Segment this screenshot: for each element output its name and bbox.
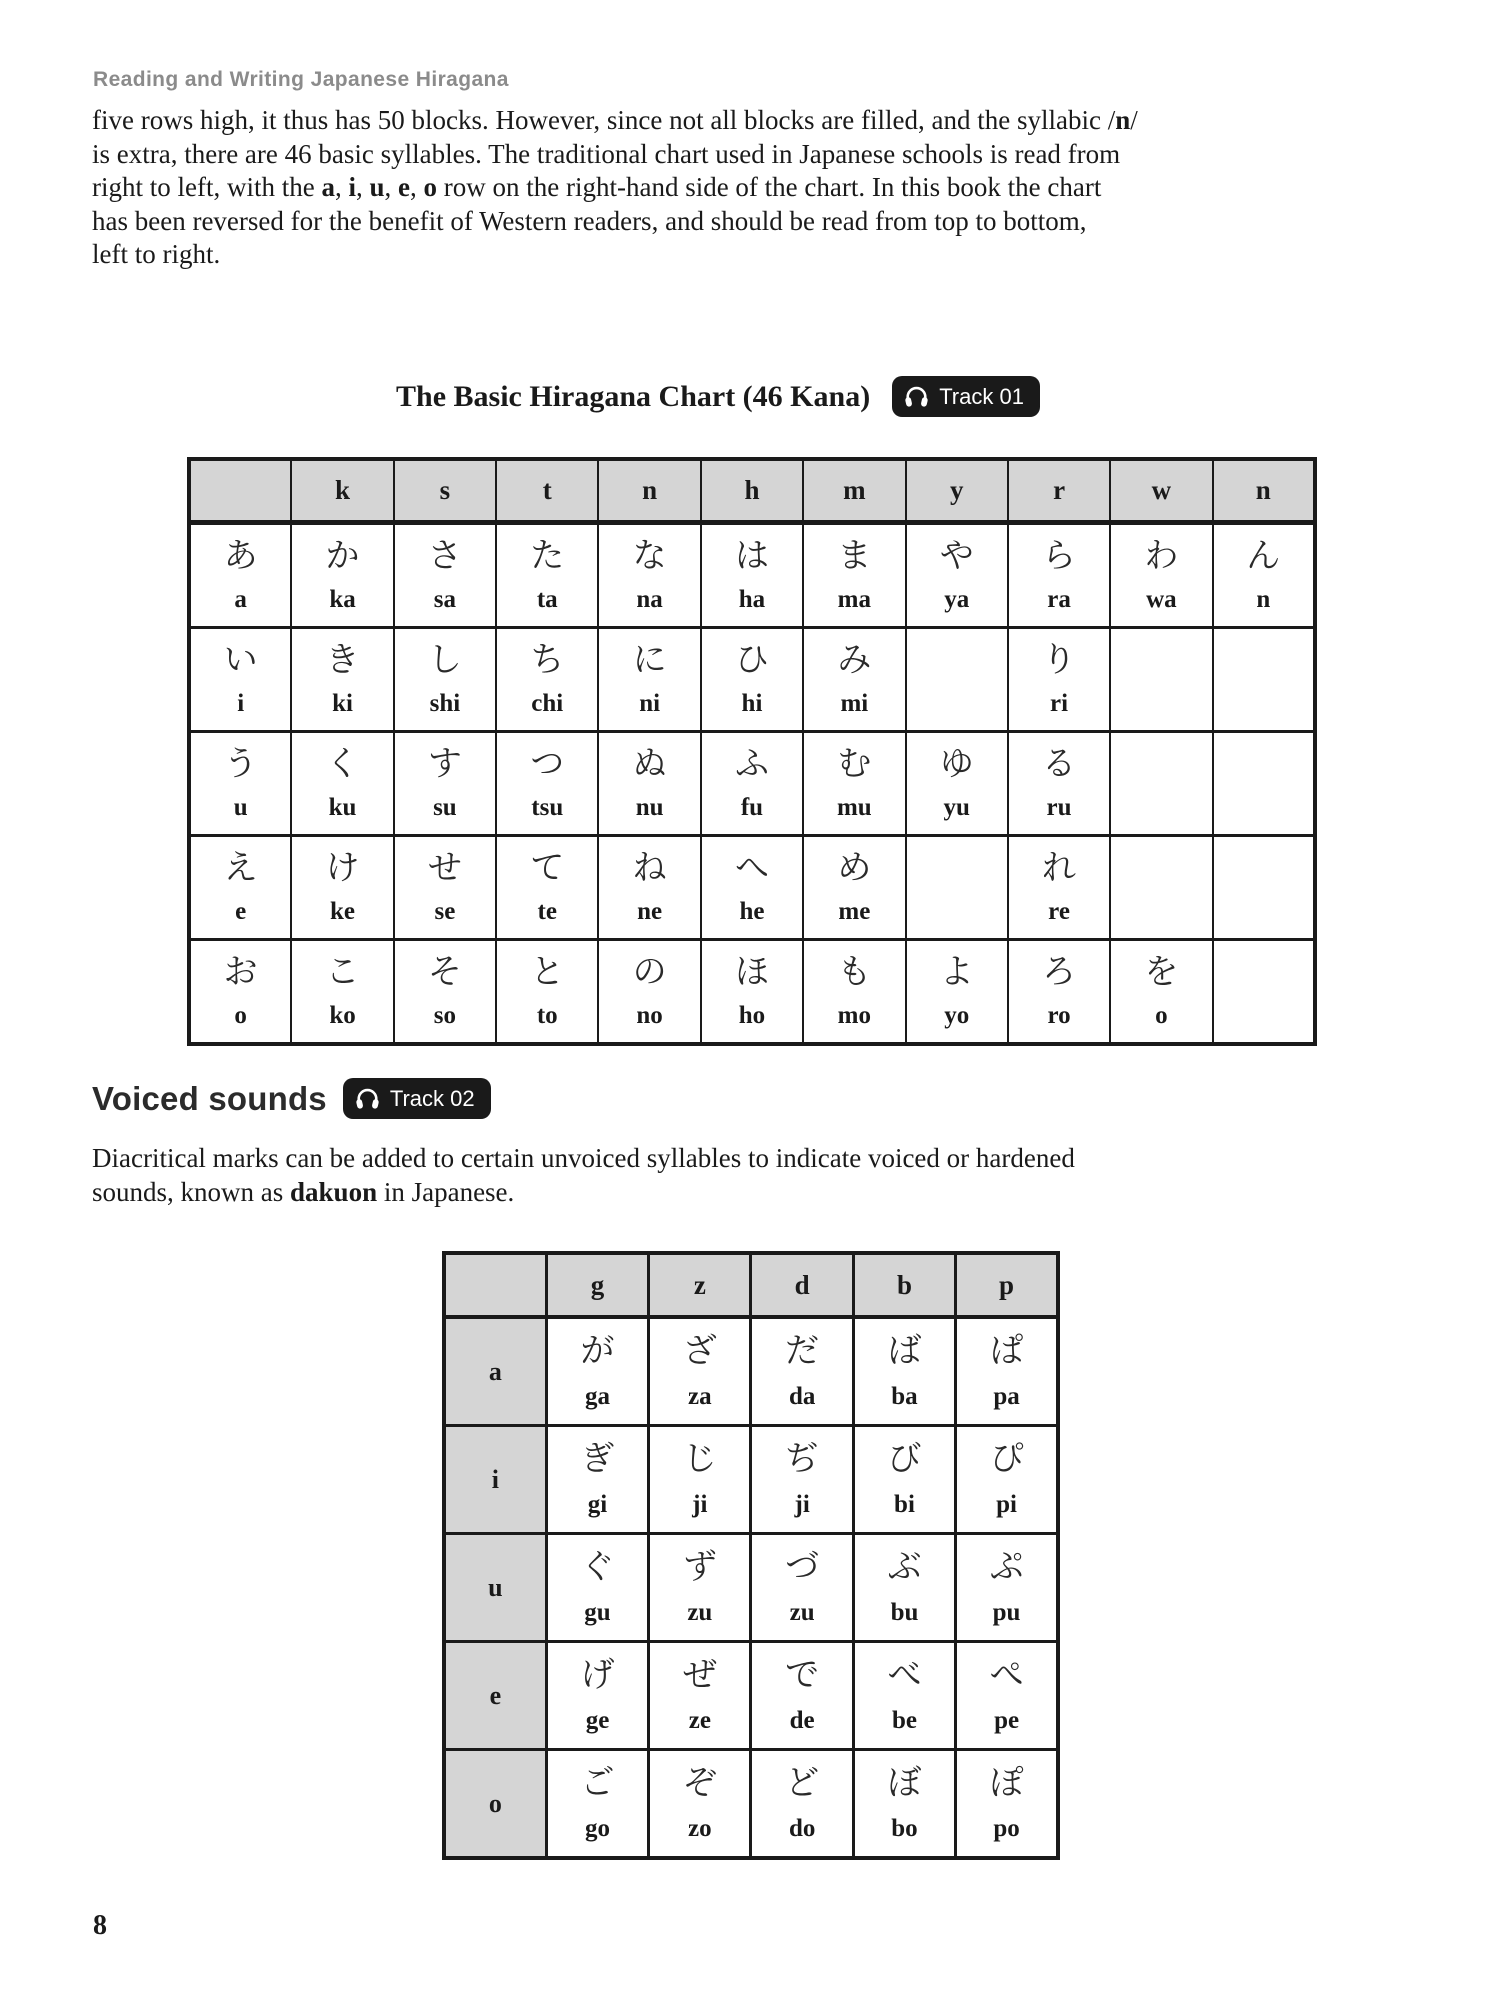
intro-bold-u: u xyxy=(369,172,385,202)
voiced-sounds-heading: Voiced sounds xyxy=(92,1079,327,1117)
romaji-label: de xyxy=(789,1706,815,1734)
kana-glyph: け xyxy=(325,848,360,888)
romaji-label: do xyxy=(788,1814,816,1842)
voiced-sounds-table xyxy=(442,1251,1060,1860)
column-header-s: s xyxy=(394,459,496,523)
kana-glyph: ろ xyxy=(1042,952,1077,992)
romaji-label: chi xyxy=(531,690,564,717)
table-row xyxy=(444,1426,1058,1534)
column-header-y: y xyxy=(906,459,1008,523)
voiced-line-1: Diacritical marks can be added to certain unvoiced syllables to indicate voiced or hardened xyxy=(92,1143,1075,1173)
kana-glyph: と xyxy=(530,952,565,992)
kana-cell-so xyxy=(394,940,496,1045)
kana-glyph: ざ xyxy=(682,1331,717,1372)
kana-glyph: に xyxy=(632,640,667,680)
kana-glyph: ご xyxy=(580,1763,615,1804)
romaji-label: to xyxy=(536,1002,558,1029)
romaji-label: zu xyxy=(687,1598,713,1626)
kana-cell-ro xyxy=(1008,940,1110,1045)
kana-cell-pa xyxy=(956,1317,1058,1426)
track-01-label: Track 01 xyxy=(939,383,1024,409)
header-row xyxy=(189,459,1315,523)
intro-paragraph xyxy=(92,104,1138,272)
romaji-label: gu xyxy=(584,1598,611,1626)
kana-cell-u xyxy=(189,732,291,836)
kana-glyph: り xyxy=(1042,640,1077,680)
kana-cell-zo xyxy=(649,1750,751,1859)
romaji-label: bu xyxy=(890,1598,919,1626)
kana-cell-gi xyxy=(546,1426,648,1534)
kana-cell-ta xyxy=(496,523,598,628)
romaji-label: mo xyxy=(837,1002,871,1029)
corner-cell xyxy=(444,1253,546,1317)
kana-cell-ge xyxy=(546,1642,648,1750)
kana-glyph: ぱ xyxy=(989,1331,1024,1372)
romaji-label: pi xyxy=(996,1490,1017,1518)
romaji-label: ta xyxy=(536,586,558,613)
kana-glyph: る xyxy=(1042,744,1077,784)
kana-cell-do xyxy=(751,1750,853,1859)
kana-cell-na xyxy=(598,523,700,628)
voiced-line-2-end: in Japanese. xyxy=(377,1176,515,1207)
kana-glyph: ぺ xyxy=(989,1655,1024,1696)
kana-cell-mo xyxy=(803,940,905,1045)
kana-glyph: む xyxy=(837,744,872,784)
romaji-label: so xyxy=(433,1002,457,1029)
kana-cell-fu xyxy=(701,732,803,836)
header-row xyxy=(444,1253,1058,1317)
row-label-a: a xyxy=(444,1317,546,1426)
romaji-label: za xyxy=(688,1382,712,1410)
empty-cell xyxy=(906,836,1008,940)
intro-line-1-end: / xyxy=(1130,105,1138,135)
empty-cell xyxy=(1213,836,1315,940)
kana-glyph: ぎ xyxy=(580,1439,615,1480)
kana-glyph: じ xyxy=(682,1439,717,1480)
romaji-label: shi xyxy=(429,690,461,717)
kana-cell-zu xyxy=(649,1534,751,1642)
kana-cell-re xyxy=(1008,836,1110,940)
kana-cell-su xyxy=(394,732,496,836)
kana-glyph: い xyxy=(223,640,258,680)
romaji-label: yu xyxy=(943,794,970,821)
romaji-label: pa xyxy=(993,1382,1020,1410)
kana-cell-yu xyxy=(906,732,1008,836)
romaji-label: o xyxy=(234,1002,247,1029)
table-row xyxy=(444,1534,1058,1642)
table-row xyxy=(189,836,1315,940)
column-header-b: b xyxy=(853,1253,955,1317)
romaji-label: pe xyxy=(994,1706,1020,1734)
kana-glyph: ぬ xyxy=(632,744,667,784)
kana-glyph: は xyxy=(734,536,769,576)
kana-cell-pi xyxy=(956,1426,1058,1534)
romaji-label: da xyxy=(788,1382,816,1410)
track-02-badge[interactable] xyxy=(343,1078,491,1119)
kana-cell-po xyxy=(956,1750,1058,1859)
kana-cell-ri xyxy=(1008,628,1110,732)
romaji-label: ze xyxy=(688,1706,711,1734)
kana-glyph: わ xyxy=(1144,536,1179,576)
kana-cell-o xyxy=(1110,940,1212,1045)
intro-line-2: is extra, there are 46 basic syllables. The traditional chart used in Japanese schools is read from xyxy=(92,138,1121,169)
intro-comma: , xyxy=(384,172,399,202)
romaji-label: be xyxy=(891,1706,917,1734)
empty-cell xyxy=(1110,836,1212,940)
kana-cell-shi xyxy=(394,628,496,732)
romaji-label: ge xyxy=(585,1706,610,1734)
intro-comma: , xyxy=(410,172,424,202)
kana-glyph: せ xyxy=(427,848,462,888)
kana-cell-ra xyxy=(1008,523,1110,628)
kana-glyph: て xyxy=(530,848,565,888)
romaji-label: ji xyxy=(692,1490,708,1518)
kana-cell-ma xyxy=(803,523,905,628)
romaji-label: bo xyxy=(891,1814,918,1842)
romaji-label: ko xyxy=(329,1002,356,1029)
romaji-label: no xyxy=(636,1002,663,1029)
kana-glyph: ゆ xyxy=(939,744,974,784)
running-head: Reading and Writing Japanese Hiragana xyxy=(93,68,509,91)
kana-cell-sa xyxy=(394,523,496,628)
kana-glyph: ぴ xyxy=(989,1439,1024,1480)
kana-glyph: ぶ xyxy=(887,1547,922,1588)
kana-cell-ze xyxy=(649,1642,751,1750)
kana-glyph: み xyxy=(837,640,872,680)
romaji-label: u xyxy=(233,794,248,821)
empty-cell xyxy=(1110,628,1212,732)
kana-glyph: た xyxy=(530,536,565,576)
romaji-label: a xyxy=(234,586,247,613)
intro-comma: , xyxy=(334,172,349,202)
kana-cell-n xyxy=(1213,523,1315,628)
kana-cell-yo xyxy=(906,940,1008,1045)
kana-glyph: づ xyxy=(785,1547,820,1588)
track-02-label: Track 02 xyxy=(389,1085,475,1111)
romaji-label: i xyxy=(237,690,245,717)
kana-cell-bo xyxy=(853,1750,955,1859)
intro-line-1: five rows high, it thus has 50 blocks. However, since not all blocks are filled, and the syllabic / xyxy=(92,105,1116,135)
column-header-w: w xyxy=(1110,459,1212,523)
voiced-line-2: sounds, known as xyxy=(92,1176,291,1207)
kana-glyph: ね xyxy=(632,848,667,888)
kana-glyph: も xyxy=(837,952,872,992)
kana-glyph: ほ xyxy=(734,952,769,992)
kana-cell-a xyxy=(189,523,291,628)
kana-glyph: さ xyxy=(427,536,462,576)
table-row xyxy=(189,523,1315,628)
romaji-label: n xyxy=(1256,586,1271,613)
kana-cell-ne xyxy=(598,836,700,940)
romaji-label: hi xyxy=(741,690,763,717)
kana-glyph: く xyxy=(325,744,360,784)
voiced-bold-dakuon: dakuon xyxy=(290,1176,378,1207)
romaji-label: nu xyxy=(635,794,664,821)
kana-glyph: ひ xyxy=(734,640,769,680)
column-header-m: m xyxy=(803,459,905,523)
romaji-label: o xyxy=(1155,1002,1168,1029)
kana-glyph: だ xyxy=(785,1331,820,1372)
kana-cell-ka xyxy=(291,523,393,628)
kana-cell-mi xyxy=(803,628,905,732)
kana-glyph: へ xyxy=(734,848,769,888)
kana-cell-nu xyxy=(598,732,700,836)
romaji-label: ya xyxy=(944,586,970,613)
empty-cell xyxy=(906,628,1008,732)
column-header-p: p xyxy=(956,1253,1058,1317)
romaji-label: mi xyxy=(840,690,869,717)
kana-cell-ho xyxy=(701,940,803,1045)
romaji-label: e xyxy=(235,898,247,925)
column-header-z: z xyxy=(649,1253,751,1317)
kana-glyph: ら xyxy=(1042,536,1077,576)
kana-glyph: え xyxy=(223,848,258,888)
romaji-label: ku xyxy=(328,794,357,821)
column-header-h: h xyxy=(701,459,803,523)
kana-cell-he xyxy=(701,836,803,940)
kana-glyph: お xyxy=(223,952,258,992)
kana-cell-ba xyxy=(853,1317,955,1426)
kana-cell-mu xyxy=(803,732,905,836)
kana-glyph: で xyxy=(785,1655,820,1696)
romaji-label: ma xyxy=(837,586,871,613)
kana-glyph: ん xyxy=(1246,536,1281,576)
kana-glyph: か xyxy=(325,536,360,576)
kana-cell-ru xyxy=(1008,732,1110,836)
kana-glyph: ふ xyxy=(734,744,769,784)
kana-glyph: ぷ xyxy=(989,1547,1024,1588)
romaji-label: ne xyxy=(637,898,663,925)
column-header-r: r xyxy=(1008,459,1110,523)
kana-cell-te xyxy=(496,836,598,940)
romaji-label: ri xyxy=(1050,690,1069,717)
romaji-label: mu xyxy=(836,794,872,821)
kana-cell-bu xyxy=(853,1534,955,1642)
romaji-label: zo xyxy=(688,1814,712,1842)
kana-glyph: し xyxy=(427,640,462,680)
table-row xyxy=(444,1317,1058,1426)
intro-comma: , xyxy=(355,172,370,202)
romaji-label: ke xyxy=(330,898,356,925)
kana-glyph: ぜ xyxy=(682,1655,717,1696)
kana-cell-pe xyxy=(956,1642,1058,1750)
row-label-o: o xyxy=(444,1750,546,1859)
kana-glyph: う xyxy=(223,744,258,784)
romaji-label: go xyxy=(584,1814,610,1842)
empty-cell xyxy=(1213,940,1315,1045)
romaji-label: ni xyxy=(639,690,661,717)
basic-hiragana-table xyxy=(187,457,1317,1046)
kana-glyph: こ xyxy=(325,952,360,992)
romaji-label: wa xyxy=(1146,586,1177,613)
column-header-d: d xyxy=(751,1253,853,1317)
romaji-label: me xyxy=(838,898,871,925)
kana-glyph: め xyxy=(837,848,872,888)
column-header-k: k xyxy=(291,459,393,523)
kana-cell-ku xyxy=(291,732,393,836)
kana-cell-ga xyxy=(546,1317,648,1426)
row-label-i: i xyxy=(444,1426,546,1534)
empty-cell xyxy=(1213,628,1315,732)
page-number: 8 xyxy=(93,1910,107,1941)
intro-bold-i: i xyxy=(348,172,356,202)
romaji-label: sa xyxy=(433,586,457,613)
intro-line-5: left to right. xyxy=(92,239,221,269)
kana-glyph: ぢ xyxy=(785,1439,820,1480)
kana-glyph: ぼ xyxy=(887,1763,922,1804)
kana-glyph: き xyxy=(325,640,360,680)
kana-glyph: の xyxy=(632,952,667,992)
headphones-icon xyxy=(903,383,930,410)
kana-cell-ki xyxy=(291,628,393,732)
romaji-label: po xyxy=(993,1814,1020,1842)
romaji-label: ha xyxy=(738,586,766,613)
romaji-label: ba xyxy=(891,1382,918,1410)
kana-cell-me xyxy=(803,836,905,940)
kana-glyph: ば xyxy=(887,1331,922,1372)
corner-cell xyxy=(189,459,291,523)
kana-cell-ya xyxy=(906,523,1008,628)
kana-cell-be xyxy=(853,1642,955,1750)
empty-cell xyxy=(1213,732,1315,836)
kana-cell-se xyxy=(394,836,496,940)
column-header-t: t xyxy=(496,459,598,523)
intro-bold-e: e xyxy=(398,172,410,202)
kana-glyph: げ xyxy=(580,1655,615,1696)
kana-glyph: れ xyxy=(1042,848,1077,888)
table-row xyxy=(444,1750,1058,1859)
kana-cell-ji xyxy=(649,1426,751,1534)
voiced-sounds-header-row xyxy=(92,1078,491,1119)
kana-cell-i xyxy=(189,628,291,732)
kana-glyph: ま xyxy=(837,536,872,576)
intro-bold-o: o xyxy=(423,172,437,202)
romaji-label: pu xyxy=(992,1598,1021,1626)
kana-glyph: な xyxy=(632,536,667,576)
kana-cell-e xyxy=(189,836,291,940)
romaji-label: se xyxy=(434,898,456,925)
kana-glyph: ぞ xyxy=(682,1763,717,1804)
romaji-label: su xyxy=(433,794,457,821)
intro-line-3-end: row on the right-hand side of the chart. In this book the chart xyxy=(437,172,1102,202)
romaji-label: te xyxy=(537,898,557,925)
romaji-label: zu xyxy=(789,1598,815,1626)
chart-title: The Basic Hiragana Chart (46 Kana) xyxy=(396,379,871,413)
romaji-label: ra xyxy=(1047,586,1071,613)
kana-glyph: ぐ xyxy=(580,1547,615,1588)
kana-cell-da xyxy=(751,1317,853,1426)
column-header-n: n xyxy=(598,459,700,523)
kana-cell-no xyxy=(598,940,700,1045)
romaji-label: tsu xyxy=(531,794,564,821)
kana-glyph: や xyxy=(939,536,974,576)
kana-cell-chi xyxy=(496,628,598,732)
intro-line-3: right to left, with the xyxy=(92,172,322,202)
romaji-label: bi xyxy=(894,1490,915,1518)
kana-cell-hi xyxy=(701,628,803,732)
romaji-label: ki xyxy=(332,690,353,717)
kana-glyph: よ xyxy=(939,952,974,992)
kana-glyph: ど xyxy=(785,1763,820,1804)
kana-cell-pu xyxy=(956,1534,1058,1642)
kana-glyph: ち xyxy=(530,640,565,680)
kana-glyph: あ xyxy=(223,536,258,576)
kana-glyph: べ xyxy=(887,1655,922,1696)
romaji-label: ro xyxy=(1047,1002,1071,1029)
kana-glyph: す xyxy=(427,744,462,784)
romaji-label: ji xyxy=(794,1490,810,1518)
kana-cell-zu xyxy=(751,1534,853,1642)
romaji-label: he xyxy=(739,898,765,925)
empty-cell xyxy=(1110,732,1212,836)
romaji-label: ho xyxy=(738,1002,766,1029)
kana-cell-wa xyxy=(1110,523,1212,628)
kana-glyph: ぽ xyxy=(989,1763,1024,1804)
romaji-label: ka xyxy=(329,586,356,613)
kana-cell-za xyxy=(649,1317,751,1426)
row-label-u: u xyxy=(444,1534,546,1642)
romaji-label: re xyxy=(1048,898,1070,925)
kana-glyph: つ xyxy=(530,744,565,784)
romaji-label: ru xyxy=(1046,794,1072,821)
kana-glyph: そ xyxy=(427,952,462,992)
romaji-label: yo xyxy=(944,1002,970,1029)
table-row xyxy=(189,628,1315,732)
intro-bold-a: a xyxy=(321,172,335,202)
table-row xyxy=(444,1642,1058,1750)
headphones-icon xyxy=(354,1085,381,1112)
kana-glyph: び xyxy=(887,1439,922,1480)
romaji-label: fu xyxy=(740,794,764,821)
kana-glyph: ず xyxy=(682,1547,717,1588)
kana-cell-ko xyxy=(291,940,393,1045)
kana-cell-gu xyxy=(546,1534,648,1642)
romaji-label: gi xyxy=(587,1490,608,1518)
kana-cell-go xyxy=(546,1750,648,1859)
intro-line-4: has been reversed for the benefit of Western readers, and should be read from top to bottom, xyxy=(92,205,1087,236)
intro-bold-n: n xyxy=(1115,105,1131,135)
kana-glyph: が xyxy=(580,1331,615,1372)
kana-cell-o xyxy=(189,940,291,1045)
kana-cell-to xyxy=(496,940,598,1045)
voiced-sounds-paragraph xyxy=(92,1142,1075,1209)
romaji-label: na xyxy=(636,586,663,613)
romaji-label: ga xyxy=(584,1382,610,1410)
kana-cell-de xyxy=(751,1642,853,1750)
kana-cell-ke xyxy=(291,836,393,940)
row-label-e: e xyxy=(444,1642,546,1750)
kana-cell-bi xyxy=(853,1426,955,1534)
kana-cell-tsu xyxy=(496,732,598,836)
chart-title-row xyxy=(52,376,1384,417)
track-01-badge[interactable] xyxy=(892,376,1040,417)
table-row xyxy=(189,732,1315,836)
column-header-g: g xyxy=(546,1253,648,1317)
kana-cell-ni xyxy=(598,628,700,732)
kana-glyph: を xyxy=(1144,952,1179,992)
column-header-n: n xyxy=(1213,459,1315,523)
table-row xyxy=(189,940,1315,1045)
kana-cell-ji xyxy=(751,1426,853,1534)
kana-cell-ha xyxy=(701,523,803,628)
